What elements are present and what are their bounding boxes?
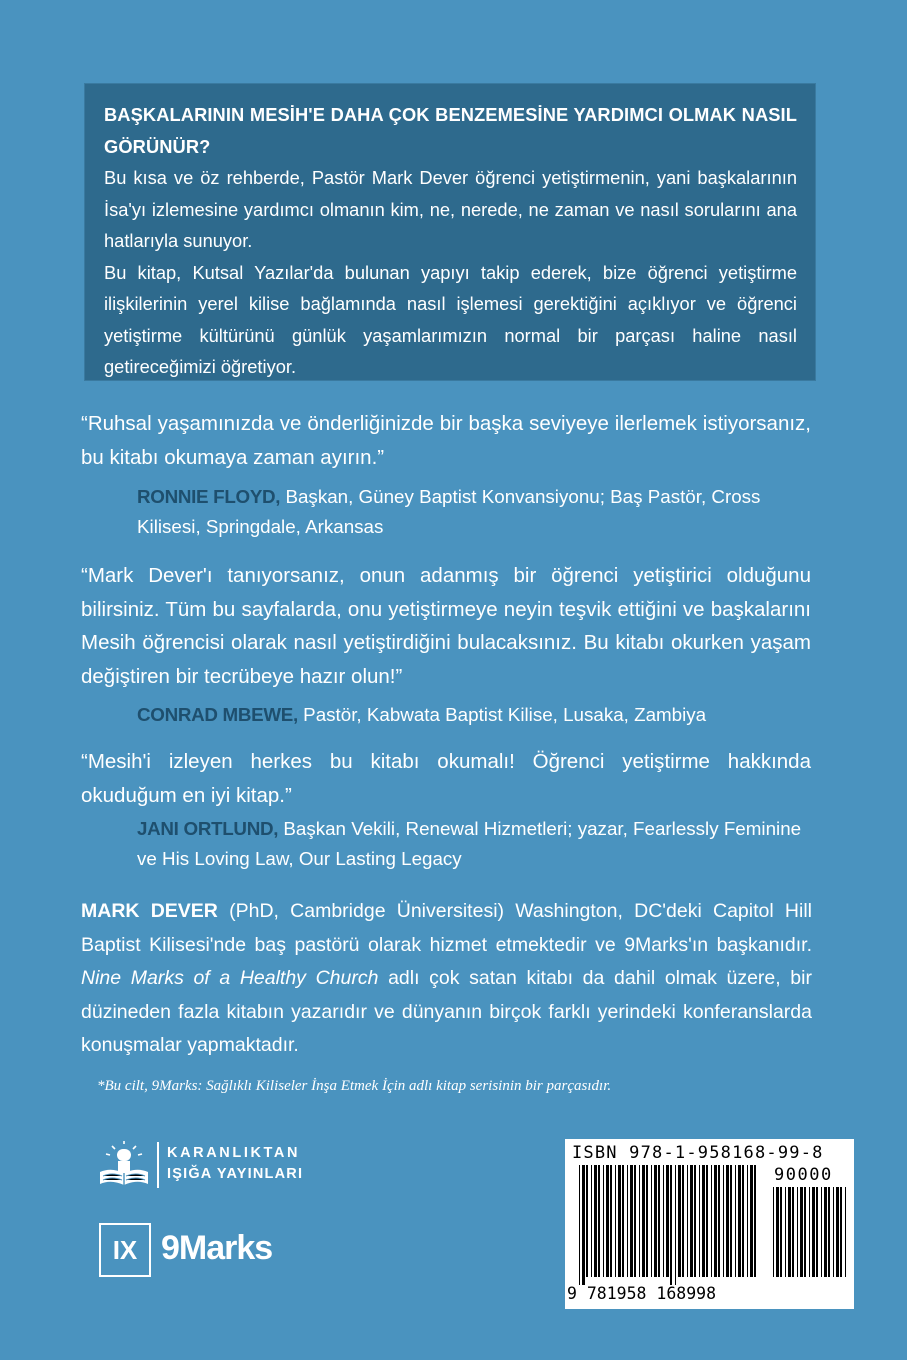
- endorsement-quote-3: “Mesih'i izleyen herkes bu kitabı okumalı! Öğrenci yetiştirme hakkında okuduğum en iyi kitap.”: [81, 750, 811, 807]
- publisher-name-line-1: KARANLIKTAN: [167, 1145, 301, 1161]
- barcode-bar: [754, 1165, 756, 1277]
- barcode-bar: [812, 1187, 815, 1277]
- barcode-bar: [682, 1165, 684, 1277]
- barcode-bar: [606, 1165, 609, 1277]
- endorser-role-2: Pastör, Kabwata Baptist Kilise, Lusaka, Zambiya: [297, 704, 707, 725]
- barcode-bar: [654, 1165, 657, 1277]
- publisher-divider: [157, 1142, 159, 1188]
- barcode-addon-number: 90000: [774, 1165, 833, 1185]
- author-bio-part-1: (PhD, Cambridge Üniversitesi) Washington, DC'deki Capitol Hill Baptist Kilisesi'nde baş pastörü olarak hizmet etmektedir ve 9Marks'ın başkanıdır.: [81, 900, 812, 956]
- barcode-bar: [670, 1165, 672, 1285]
- endorser-name-3: JANI ORTLUND,: [137, 818, 279, 839]
- barcode-bar: [646, 1165, 648, 1277]
- barcode-bar: [776, 1187, 779, 1277]
- barcode-bar: [699, 1165, 700, 1277]
- 9marks-name: 9Marks: [161, 1229, 273, 1267]
- summary-box: [84, 83, 816, 381]
- barcode-bar: [821, 1187, 822, 1277]
- endorsement-attribution-2: [137, 700, 817, 730]
- barcode-bar: [706, 1165, 708, 1277]
- barcode-bar: [630, 1165, 633, 1277]
- barcode-bar: [666, 1165, 669, 1277]
- isbn-label: ISBN 978-1-958168-99-8: [572, 1143, 824, 1163]
- barcode-bar: [828, 1187, 830, 1277]
- barcode-bar: [804, 1187, 806, 1277]
- barcode-bar: [678, 1165, 681, 1277]
- barcode-bar: [642, 1165, 645, 1277]
- barcode-bar: [582, 1165, 585, 1285]
- barcode-bar: [594, 1165, 597, 1277]
- barcode-bar: [816, 1187, 818, 1277]
- endorsement-attribution-3: [137, 814, 817, 873]
- barcode-bar: [658, 1165, 660, 1277]
- endorsement-quote-1: “Ruhsal yaşamınızda ve önderliğinizde bir başka seviyeye ilerlemek istiyorsanız, bu kitabı okumaya zaman ayırın.”: [81, 412, 811, 469]
- barcode-bar: [687, 1165, 688, 1277]
- barcode-bar: [603, 1165, 604, 1277]
- author-bio-part-2: adlı çok satan kitabı da dahil olmak üzere, bir düzineden fazla kitabın yazarıdır ve dünyanın birçok farklı yerindeki konferanslarda konuşmalar yapmaktadır.: [81, 967, 812, 1056]
- publisher-logo: [97, 1140, 357, 1190]
- barcode-bar: [690, 1165, 693, 1277]
- barcode-bar: [809, 1187, 810, 1277]
- barcode-bar: [797, 1187, 798, 1277]
- barcode-bar: [800, 1187, 803, 1277]
- endorser-role-1: Başkan, Güney Baptist Konvansiyonu; Baş Pastör, Cross Kilisesi, Springdale, Arkansas: [137, 486, 761, 537]
- author-book-title: Nine Marks of a Healthy Church: [81, 967, 379, 989]
- barcode-bar: [747, 1165, 748, 1277]
- barcode-bar: [615, 1165, 616, 1277]
- barcode-bar: [833, 1187, 834, 1277]
- barcode-bar: [618, 1165, 621, 1277]
- 9marks-mark: IX: [99, 1223, 151, 1277]
- barcode-bar: [675, 1165, 676, 1285]
- barcode-bar: [836, 1187, 839, 1277]
- endorsement-quote-2: “Mark Dever'ı tanıyorsanız, onun adanmış bir öğrenci yetiştirici olduğunu bilirsiniz. Tüm bu sayfalarda, onu yetiştirmeye neyin teşvik ettiğini ve başkalarını Mesih öğrencisi olarak nasıl yetiştirdiğini bulacaksınız. Bu kitabı okurken yaşam değiştiren bir tecrübeye hazır olun!”: [81, 564, 811, 688]
- barcode-bar: [622, 1165, 624, 1277]
- barcode-bar: [694, 1165, 696, 1277]
- barcode-bar: [788, 1187, 791, 1277]
- barcode-bar: [651, 1165, 652, 1277]
- barcode-bar: [718, 1165, 720, 1277]
- barcode-bar: [711, 1165, 712, 1277]
- barcode-bar: [785, 1187, 786, 1277]
- barcode-bar: [610, 1165, 612, 1277]
- barcode-bars: [579, 1165, 761, 1285]
- endorsement-attribution-1: [137, 482, 817, 541]
- author-bio: [81, 895, 812, 1063]
- publisher-name-line-2: IŞIĞA YAYINLARI: [167, 1166, 304, 1182]
- barcode-bar: [845, 1187, 846, 1277]
- barcode-bar: [714, 1165, 717, 1277]
- barcode-bar: [750, 1165, 753, 1277]
- barcode-ean-number: 9 781958 168998: [567, 1284, 717, 1303]
- endorser-name-2: CONRAD MBEWE,: [137, 704, 298, 725]
- author-name: MARK DEVER: [81, 900, 218, 922]
- barcode-bar: [742, 1165, 744, 1277]
- barcode-bar: [735, 1165, 736, 1277]
- summary-title: BAŞKALARININ MESİH'E DAHA ÇOK BENZEMESİNE YARDIMCI OLMAK NASIL GÖRÜNÜR?: [104, 104, 797, 157]
- barcode-bar: [780, 1187, 782, 1277]
- summary-paragraph-1: Bu kısa ve öz rehberde, Pastör Mark Dever öğrenci yetiştirmenin, yani başkalarının İsa'yı izlemesine yardımcı olmanın kim, ne, nerede, ne zaman ve nasıl sorularını ana hatlarıyla sunuyor.: [104, 167, 797, 251]
- barcode-bar: [773, 1187, 774, 1277]
- 9marks-logo: [99, 1223, 299, 1277]
- barcode-bar: [663, 1165, 664, 1277]
- barcode-bar: [738, 1165, 741, 1277]
- endorser-role-3: Başkan Vekili, Renewal Hizmetleri; yazar, Fearlessly Feminine ve His Loving Law, Our Lasting Legacy: [137, 818, 802, 869]
- barcode-bar: [634, 1165, 636, 1277]
- barcode-bar: [579, 1165, 580, 1285]
- barcode-bar: [723, 1165, 724, 1277]
- barcode-bar: [639, 1165, 640, 1277]
- barcode-bar: [627, 1165, 628, 1277]
- barcode-bar: [586, 1165, 588, 1277]
- barcode-bar: [840, 1187, 842, 1277]
- barcode-bar: [591, 1165, 592, 1277]
- endorser-name-1: RONNIE FLOYD,: [137, 486, 281, 507]
- summary-paragraph-2: Bu kitap, Kutsal Yazılar'da bulunan yapıyı takip ederek, bize öğrenci yetiştirme ilişkilerinin yerel kilise bağlamında nasıl işlemesi gerektiğini açıklıyor ve öğrenci yetiştirme kültürünü günlük yaşamlarımızın normal bir parçası haline nasıl getireceğimizi öğretiyor.: [104, 261, 797, 377]
- barcode-bar: [730, 1165, 732, 1277]
- lighthouse-book-icon: [97, 1140, 151, 1190]
- barcode-bar: [702, 1165, 705, 1277]
- barcode-addon-bars: [773, 1187, 849, 1285]
- barcode-bar: [598, 1165, 600, 1277]
- barcode-bar: [824, 1187, 827, 1277]
- barcode-bar: [792, 1187, 794, 1277]
- series-note: *Bu cilt, 9Marks: Sağlıklı Kiliseler İnşa Etmek İçin adlı kitap serisinin bir parçasıdır.: [97, 1078, 612, 1094]
- isbn-barcode: [565, 1139, 854, 1309]
- barcode-bar: [726, 1165, 729, 1277]
